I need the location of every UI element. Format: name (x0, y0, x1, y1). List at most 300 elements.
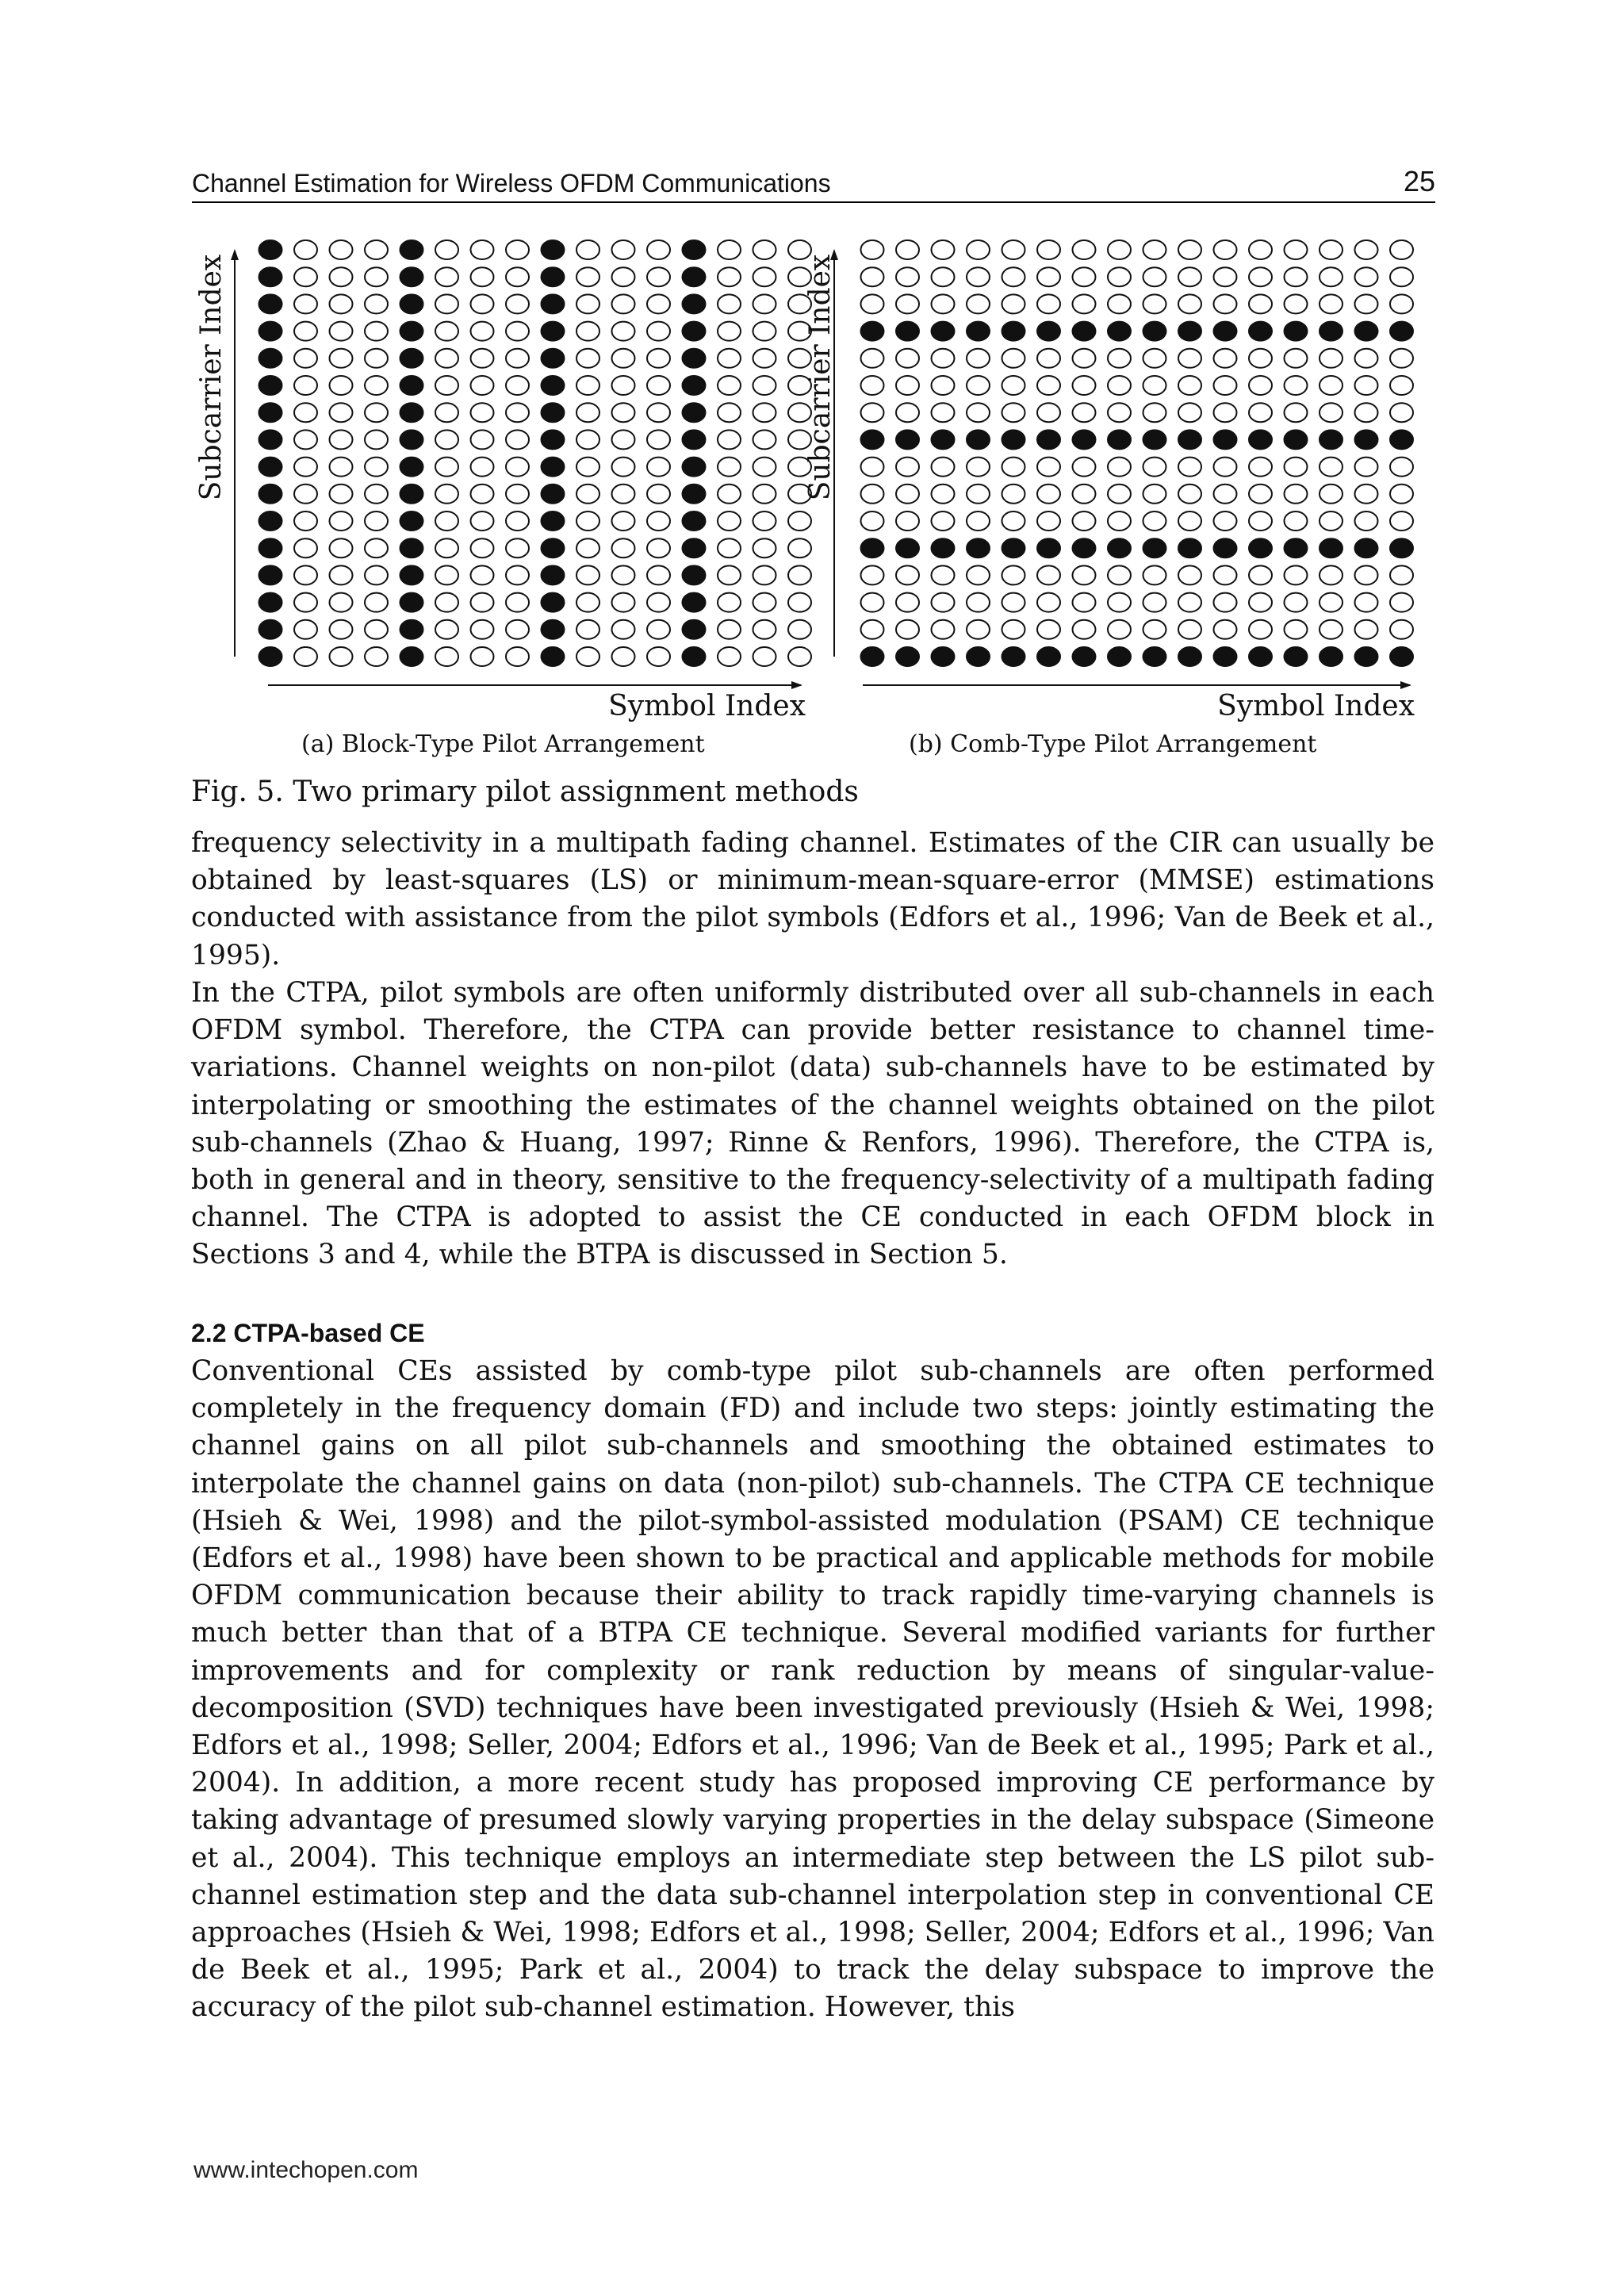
block-data-symbol (612, 322, 635, 341)
block-data-symbol (718, 430, 741, 449)
block-data-symbol (788, 511, 811, 531)
comb-pilot-symbol (861, 647, 884, 666)
paragraph-1 (191, 825, 1434, 975)
comb-data-symbol (1073, 349, 1096, 368)
comb-data-symbol (967, 267, 990, 286)
block-data-symbol (471, 458, 494, 477)
block-pilot-symbol (542, 294, 565, 313)
block-data-symbol (718, 458, 741, 477)
block-data-symbol (612, 376, 635, 395)
comb-pilot-symbol (1108, 322, 1131, 341)
block-pilot-symbol (683, 565, 706, 584)
block-pilot-symbol (542, 485, 565, 504)
comb-pilot-symbol (1214, 538, 1237, 557)
block-data-symbol (506, 485, 529, 504)
block-data-symbol (576, 403, 599, 422)
block-data-symbol (435, 267, 458, 286)
block-data-symbol (330, 485, 353, 504)
block-data-symbol (647, 376, 670, 395)
block-pilot-symbol (683, 294, 706, 313)
comb-data-symbol (1249, 620, 1272, 639)
comb-data-symbol (1285, 294, 1308, 313)
comb-data-symbol (1143, 485, 1166, 504)
comb-pilot-symbol (1249, 322, 1272, 341)
comb-data-symbol (1037, 403, 1060, 422)
block-pilot-symbol (259, 376, 282, 395)
comb-data-symbol (896, 349, 919, 368)
comb-data-symbol (1037, 294, 1060, 313)
comb-data-symbol (1143, 349, 1166, 368)
comb-data-symbol (1073, 376, 1096, 395)
comb-data-symbol (1355, 403, 1378, 422)
block-data-symbol (294, 593, 317, 612)
block-data-symbol (647, 240, 670, 259)
block-data-symbol (471, 511, 494, 531)
comb-data-symbol (1214, 565, 1237, 584)
comb-data-symbol (861, 485, 884, 504)
comb-data-symbol (1037, 376, 1060, 395)
block-data-symbol (471, 376, 494, 395)
block-data-symbol (753, 511, 776, 531)
block-data-symbol (330, 620, 353, 639)
comb-pilot-symbol (1002, 430, 1025, 449)
comb-pilot-symbol (932, 322, 955, 341)
comb-data-symbol (1178, 376, 1201, 395)
block-data-symbol (365, 267, 388, 286)
block-pilot-symbol (542, 620, 565, 639)
comb-data-symbol (1285, 376, 1308, 395)
comb-data-symbol (1178, 349, 1201, 368)
block-data-symbol (435, 240, 458, 259)
block-pilot-symbol (683, 322, 706, 341)
block-data-symbol (647, 593, 670, 612)
comb-pilot-symbol (1249, 647, 1272, 666)
block-pilot-symbol (683, 349, 706, 368)
block-pilot-symbol (400, 485, 423, 504)
comb-data-symbol (1320, 565, 1342, 584)
block-data-symbol (506, 240, 529, 259)
block-pilot-symbol (259, 458, 282, 477)
block-data-symbol (506, 565, 529, 584)
block-data-symbol (576, 538, 599, 557)
x-axis-label-a: Symbol Index (608, 690, 806, 722)
comb-data-symbol (1249, 458, 1272, 477)
comb-data-symbol (1108, 349, 1131, 368)
block-data-symbol (435, 430, 458, 449)
comb-data-symbol (1320, 349, 1342, 368)
comb-data-symbol (1320, 240, 1342, 259)
comb-data-symbol (1355, 511, 1378, 531)
comb-data-symbol (1214, 294, 1237, 313)
comb-data-symbol (1249, 593, 1272, 612)
block-pilot-symbol (400, 240, 423, 259)
comb-data-symbol (896, 620, 919, 639)
block-pilot-symbol (683, 430, 706, 449)
block-data-symbol (435, 403, 458, 422)
block-data-symbol (471, 267, 494, 286)
comb-data-symbol (1355, 294, 1378, 313)
block-data-symbol (576, 620, 599, 639)
comb-data-symbol (1390, 294, 1413, 313)
comb-pilot-symbol (1320, 430, 1342, 449)
block-data-symbol (612, 349, 635, 368)
block-data-symbol (294, 565, 317, 584)
comb-data-symbol (1355, 376, 1378, 395)
block-pilot-symbol (259, 430, 282, 449)
comb-data-symbol (1320, 511, 1342, 531)
block-pilot-symbol (542, 349, 565, 368)
block-data-symbol (576, 376, 599, 395)
comb-pilot-symbol (1073, 647, 1096, 666)
comb-data-symbol (1143, 240, 1166, 259)
block-data-symbol (330, 647, 353, 666)
block-pilot-symbol (400, 511, 423, 531)
block-data-symbol (471, 620, 494, 639)
block-data-symbol (365, 349, 388, 368)
block-data-symbol (506, 620, 529, 639)
block-data-symbol (330, 294, 353, 313)
block-pilot-symbol (259, 403, 282, 422)
block-pilot-symbol (683, 538, 706, 557)
comb-pilot-symbol (1073, 322, 1096, 341)
comb-data-symbol (1249, 294, 1272, 313)
comb-pilot-symbol (1285, 538, 1308, 557)
comb-data-symbol (1249, 376, 1272, 395)
comb-data-symbol (1037, 565, 1060, 584)
comb-data-symbol (967, 593, 990, 612)
comb-data-symbol (1143, 511, 1166, 531)
comb-data-symbol (932, 376, 955, 395)
block-data-symbol (294, 430, 317, 449)
block-pilot-symbol (400, 349, 423, 368)
comb-data-symbol (1108, 458, 1131, 477)
comb-data-symbol (1073, 593, 1096, 612)
comb-pilot-symbol (932, 430, 955, 449)
comb-data-symbol (1002, 565, 1025, 584)
block-data-symbol (506, 647, 529, 666)
comb-data-symbol (1285, 620, 1308, 639)
block-pilot-symbol (542, 565, 565, 584)
block-data-symbol (471, 647, 494, 666)
comb-pilot-symbol (1178, 538, 1201, 557)
comb-data-symbol (967, 511, 990, 531)
block-data-symbol (506, 294, 529, 313)
comb-data-symbol (1320, 485, 1342, 504)
block-data-symbol (753, 565, 776, 584)
block-data-symbol (612, 458, 635, 477)
block-data-symbol (718, 267, 741, 286)
block-data-symbol (471, 485, 494, 504)
block-pilot-symbol (683, 593, 706, 612)
comb-data-symbol (932, 485, 955, 504)
comb-data-symbol (861, 565, 884, 584)
comb-data-symbol (1178, 458, 1201, 477)
block-data-symbol (718, 565, 741, 584)
block-pilot-symbol (683, 458, 706, 477)
comb-data-symbol (1390, 267, 1413, 286)
block-pilot-symbol (259, 349, 282, 368)
comb-data-symbol (1214, 593, 1237, 612)
comb-data-symbol (861, 593, 884, 612)
block-data-symbol (647, 294, 670, 313)
comb-pilot-symbol (1178, 430, 1201, 449)
comb-data-symbol (1355, 485, 1378, 504)
comb-data-symbol (1073, 267, 1096, 286)
comb-data-symbol (861, 240, 884, 259)
block-data-symbol (612, 511, 635, 531)
block-data-symbol (435, 565, 458, 584)
comb-pilot-symbol (1178, 322, 1201, 341)
block-data-symbol (294, 376, 317, 395)
comb-data-symbol (1214, 376, 1237, 395)
comb-pilot-symbol (1355, 430, 1378, 449)
comb-data-symbol (1073, 485, 1096, 504)
comb-data-symbol (932, 403, 955, 422)
block-data-symbol (753, 267, 776, 286)
block-pilot-symbol (683, 647, 706, 666)
block-data-symbol (576, 349, 599, 368)
comb-data-symbol (896, 267, 919, 286)
block-data-symbol (647, 565, 670, 584)
comb-data-symbol (1178, 511, 1201, 531)
comb-data-symbol (1178, 620, 1201, 639)
block-data-symbol (294, 240, 317, 259)
block-data-symbol (435, 294, 458, 313)
comb-pilot-symbol (1037, 538, 1060, 557)
block-data-symbol (365, 294, 388, 313)
block-data-symbol (330, 430, 353, 449)
comb-data-symbol (1037, 593, 1060, 612)
comb-pilot-symbol (1143, 430, 1166, 449)
block-pilot-symbol (400, 267, 423, 286)
block-data-symbol (506, 349, 529, 368)
comb-data-symbol (1002, 458, 1025, 477)
block-data-symbol (471, 349, 494, 368)
comb-data-symbol (1214, 485, 1237, 504)
comb-data-symbol (932, 240, 955, 259)
block-data-symbol (647, 538, 670, 557)
comb-data-symbol (1143, 403, 1166, 422)
comb-data-symbol (1143, 620, 1166, 639)
comb-pilot-symbol (861, 538, 884, 557)
comb-data-symbol (932, 565, 955, 584)
comb-data-symbol (861, 458, 884, 477)
block-data-symbol (647, 620, 670, 639)
comb-pilot-symbol (1037, 430, 1060, 449)
block-data-symbol (435, 458, 458, 477)
block-pilot-symbol (542, 267, 565, 286)
comb-data-symbol (967, 294, 990, 313)
comb-data-symbol (1178, 267, 1201, 286)
block-pilot-symbol (542, 647, 565, 666)
block-data-symbol (294, 294, 317, 313)
comb-data-symbol (967, 620, 990, 639)
paragraph-text: In the CTPA, pilot symbols are often uniformly distributed over all sub-channels in each OFDM symbol. Therefore, the CTPA can provide better resistance to channel time-variations. Channel weights on non-pilot (data) sub-channels have to be estimated by interpolating or smoothing the estimates of the channel weights obtained on the pilot sub-channels (Zhao & Huang, 1997; Rinne & Renfors, 1996). Therefore, the CTPA is, both in general and in theory, sensitive to the frequency-selectivity of a multipath fading channel. The CTPA is adopted to assist the CE conducted in each OFDM block in Sections 3 and 4, while the BTPA is discussed in Section 5. (191, 977, 1434, 1271)
comb-data-symbol (932, 511, 955, 531)
comb-data-symbol (1178, 403, 1201, 422)
comb-data-symbol (1178, 240, 1201, 259)
comb-data-symbol (1214, 403, 1237, 422)
comb-pilot-symbol (1355, 322, 1378, 341)
comb-data-symbol (1073, 620, 1096, 639)
block-data-symbol (294, 538, 317, 557)
comb-data-symbol (1002, 403, 1025, 422)
block-data-symbol (294, 647, 317, 666)
comb-data-symbol (1285, 267, 1308, 286)
comb-data-symbol (1390, 240, 1413, 259)
figure-caption: Fig. 5. Two primary pilot assignment methods (191, 776, 859, 808)
comb-data-symbol (1320, 267, 1342, 286)
block-pilot-symbol (542, 430, 565, 449)
comb-pilot-symbol (1214, 430, 1237, 449)
comb-data-symbol (1002, 349, 1025, 368)
comb-data-symbol (1320, 403, 1342, 422)
block-pilot-symbol (259, 294, 282, 313)
comb-data-symbol (1320, 376, 1342, 395)
block-data-symbol (647, 647, 670, 666)
comb-data-symbol (861, 349, 884, 368)
block-data-symbol (718, 593, 741, 612)
block-data-symbol (365, 565, 388, 584)
block-pilot-symbol (683, 511, 706, 531)
comb-data-symbol (1390, 403, 1413, 422)
comb-data-symbol (1214, 349, 1237, 368)
comb-pilot-symbol (1390, 647, 1413, 666)
block-data-symbol (294, 322, 317, 341)
block-data-symbol (718, 620, 741, 639)
block-pilot-symbol (259, 322, 282, 341)
paragraph-text: Conventional CEs assisted by comb-type pilot sub-channels are often performed completely in the frequency domain (FD) and include two steps: jointly estimating the channel gains on all pilot sub-channels and smoothing the obtained estimates to interpolate the channel gains on data (non-pilot) sub-channels. The CTPA CE technique (Hsieh & Wei, 1998) and the pilot-symbol-assisted modulation (PSAM) CE technique (Edfors et al., 1998) have been shown to be practical and applicable methods for mobile OFDM communication because their ability to track rapidly time-varying channels is much better than that of a BTPA CE technique. Several modified variants for further improvements and for complexity or rank reduction by means of singular-value-decomposition (SVD) techniques have been investigated previously (Hsieh & Wei, 1998; Edfors et al., 1998; Seller, 2004; Edfors et al., 1996; Van de Beek et al., 1995; Park et al., 2004). In addition, a more recent study has proposed improving CE performance by taking advantage of presumed slowly varying properties in the delay subspace (Simeone et al., 2004). This technique employs an intermediate step between the LS pilot sub-channel estimation step and the data sub-channel interpolation step in conventional CE approaches (Hsieh & Wei, 1998; Edfors et al., 1998; Seller, 2004; Edfors et al., 1996; Van de Beek et al., 1995; Park et al., 2004) to track the delay subspace to improve the accuracy of the pilot sub-channel estimation. However, this (191, 1355, 1434, 2024)
comb-data-symbol (1143, 376, 1166, 395)
block-data-symbol (576, 430, 599, 449)
comb-data-symbol (1037, 349, 1060, 368)
block-pilot-symbol (400, 294, 423, 313)
block-data-symbol (612, 240, 635, 259)
comb-data-symbol (1143, 267, 1166, 286)
block-pilot-symbol (259, 620, 282, 639)
comb-data-symbol (1108, 485, 1131, 504)
block-data-symbol (576, 458, 599, 477)
comb-data-symbol (1037, 240, 1060, 259)
comb-data-symbol (1249, 240, 1272, 259)
comb-data-symbol (1002, 511, 1025, 531)
block-data-symbol (506, 458, 529, 477)
block-data-symbol (294, 403, 317, 422)
block-data-symbol (647, 430, 670, 449)
block-data-symbol (330, 376, 353, 395)
block-data-symbol (506, 322, 529, 341)
block-data-symbol (435, 322, 458, 341)
comb-data-symbol (1355, 593, 1378, 612)
block-data-symbol (788, 620, 811, 639)
comb-pilot-symbol (896, 538, 919, 557)
block-data-symbol (612, 593, 635, 612)
comb-pilot-symbol (1108, 647, 1131, 666)
comb-data-symbol (861, 376, 884, 395)
block-data-symbol (718, 294, 741, 313)
block-data-symbol (365, 376, 388, 395)
comb-data-symbol (1355, 349, 1378, 368)
comb-data-symbol (932, 458, 955, 477)
comb-data-symbol (1037, 458, 1060, 477)
block-data-symbol (753, 240, 776, 259)
comb-pilot-symbol (967, 430, 990, 449)
block-data-symbol (718, 349, 741, 368)
block-data-symbol (435, 485, 458, 504)
block-pilot-symbol (542, 403, 565, 422)
comb-data-symbol (1037, 267, 1060, 286)
comb-data-symbol (967, 403, 990, 422)
block-data-symbol (435, 620, 458, 639)
comb-data-symbol (1073, 240, 1096, 259)
block-data-symbol (365, 511, 388, 531)
comb-pilot-symbol (1037, 647, 1060, 666)
block-data-symbol (753, 593, 776, 612)
comb-data-symbol (932, 593, 955, 612)
comb-data-symbol (1285, 593, 1308, 612)
block-data-symbol (365, 403, 388, 422)
comb-data-symbol (1355, 240, 1378, 259)
block-data-symbol (471, 294, 494, 313)
block-pilot-symbol (400, 376, 423, 395)
comb-data-symbol (1285, 403, 1308, 422)
comb-pilot-symbol (1108, 538, 1131, 557)
block-data-symbol (753, 322, 776, 341)
block-data-symbol (471, 430, 494, 449)
y-axis-label-a: Subcarrier Index (195, 254, 228, 501)
comb-pilot-symbol (932, 538, 955, 557)
block-data-symbol (788, 538, 811, 557)
comb-data-symbol (861, 267, 884, 286)
block-data-symbol (435, 376, 458, 395)
comb-data-symbol (1143, 294, 1166, 313)
footer-url[interactable]: www.intechopen.com (193, 2157, 419, 2183)
block-data-symbol (647, 458, 670, 477)
block-data-symbol (506, 593, 529, 612)
comb-data-symbol (1390, 511, 1413, 531)
block-data-symbol (576, 565, 599, 584)
block-data-symbol (612, 647, 635, 666)
paragraph-3 (191, 1353, 1434, 2027)
block-data-symbol (365, 240, 388, 259)
block-data-symbol (365, 458, 388, 477)
block-data-symbol (576, 267, 599, 286)
block-data-symbol (576, 593, 599, 612)
comb-data-symbol (932, 620, 955, 639)
block-data-symbol (330, 511, 353, 531)
comb-data-symbol (932, 267, 955, 286)
pilot-grid-b (861, 240, 1414, 666)
x-axis-label-b: Symbol Index (1217, 690, 1415, 722)
comb-pilot-symbol (896, 322, 919, 341)
comb-data-symbol (967, 349, 990, 368)
block-data-symbol (471, 322, 494, 341)
block-data-symbol (612, 267, 635, 286)
comb-data-symbol (1249, 403, 1272, 422)
block-data-symbol (718, 376, 741, 395)
comb-pilot-symbol (1355, 647, 1378, 666)
comb-data-symbol (1355, 267, 1378, 286)
block-pilot-symbol (542, 240, 565, 259)
comb-data-symbol (1390, 376, 1413, 395)
comb-data-symbol (1285, 565, 1308, 584)
block-data-symbol (365, 593, 388, 612)
block-data-symbol (718, 403, 741, 422)
block-data-symbol (365, 322, 388, 341)
block-data-symbol (330, 403, 353, 422)
comb-pilot-symbol (1320, 322, 1342, 341)
comb-data-symbol (896, 565, 919, 584)
